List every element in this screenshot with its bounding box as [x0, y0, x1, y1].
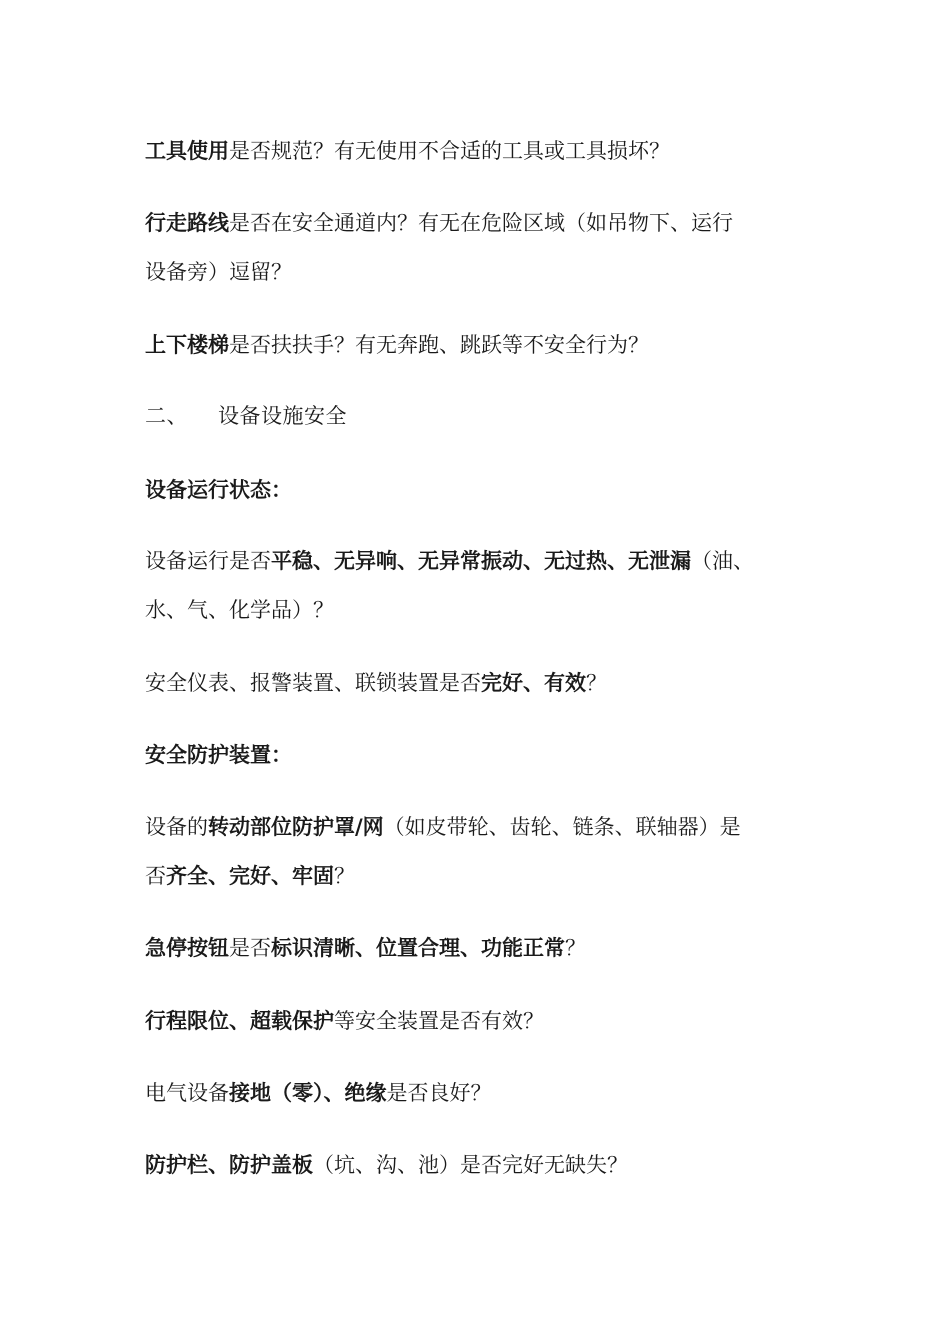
paragraph-text: ？	[334, 864, 355, 888]
section-number: 二、	[145, 404, 188, 428]
paragraph-tool-use	[145, 136, 845, 166]
paragraph-instruments	[145, 668, 845, 698]
paragraph-guardrails	[145, 1150, 845, 1180]
paragraph-text: 设备旁）逗留？	[145, 260, 292, 284]
bold-term: 急停按钮	[145, 936, 229, 960]
bold-term: 接地（零）、绝缘	[229, 1081, 387, 1105]
subheading-title: 设备运行状态：	[145, 478, 292, 502]
bold-term: 标识清晰、位置合理、功能正常	[271, 936, 565, 960]
paragraph-text: 设备运行是否	[145, 549, 271, 573]
paragraph-text: （油、	[691, 549, 754, 573]
paragraph-text: 等安全装置是否有效？	[334, 1009, 544, 1033]
paragraph-text: （坑、沟、池）是否完好无缺失？	[313, 1153, 628, 1177]
bold-term: 防护栏、防护盖板	[145, 1153, 313, 1177]
paragraph-guards	[145, 812, 845, 842]
paragraph-text: 设备的	[145, 815, 208, 839]
paragraph-walking-route-cont	[145, 257, 845, 287]
paragraph-text: 是否良好？	[386, 1081, 492, 1105]
bold-term: 行走路线	[145, 211, 229, 235]
paragraph-guards-cont	[145, 861, 845, 891]
bold-term: 转动部位防护罩/网	[208, 815, 384, 839]
bold-term: 行程限位、超载保护	[145, 1009, 334, 1033]
paragraph-text: 电气设备	[145, 1081, 229, 1105]
paragraph-text: 安全仪表、报警装置、联锁装置是否	[145, 671, 481, 695]
paragraph-text: ？	[565, 936, 586, 960]
bold-term: 上下楼梯	[145, 333, 229, 357]
subheading-title: 安全防护装置：	[145, 743, 292, 767]
paragraph-text: 是否	[229, 936, 271, 960]
bold-term: 平稳、无异响、无异常振动、无过热、无泄漏	[271, 549, 691, 573]
paragraph-text: 是否规范？有无使用不合适的工具或工具损坏？	[229, 139, 670, 163]
paragraph-limits	[145, 1006, 845, 1036]
paragraph-text: （如皮带轮、齿轮、链条、联轴器）是	[383, 815, 741, 839]
paragraph-walking-route	[145, 208, 845, 238]
paragraph-text: ？	[586, 671, 607, 695]
paragraph-text: 是否扶扶手？有无奔跑、跳跃等不安全行为？	[229, 333, 649, 357]
bold-term: 齐全、完好、牢固	[166, 864, 334, 888]
paragraph-running-cont	[145, 595, 845, 625]
section-title: 设备设施安全	[218, 404, 347, 428]
bold-term: 完好、有效	[481, 671, 586, 695]
subheading-running-state	[145, 475, 845, 505]
subheading-protection	[145, 740, 845, 770]
paragraph-electrical	[145, 1078, 845, 1108]
section-heading	[145, 401, 845, 431]
paragraph-text: 否	[145, 864, 166, 888]
bold-term: 工具使用	[145, 139, 229, 163]
paragraph-emergency-stop	[145, 933, 845, 963]
paragraph-stairs	[145, 330, 845, 360]
paragraph-text: 水、气、化学品）？	[145, 598, 334, 622]
paragraph-text: 是否在安全通道内？有无在危险区域（如吊物下、运行	[229, 211, 733, 235]
paragraph-running	[145, 546, 845, 576]
